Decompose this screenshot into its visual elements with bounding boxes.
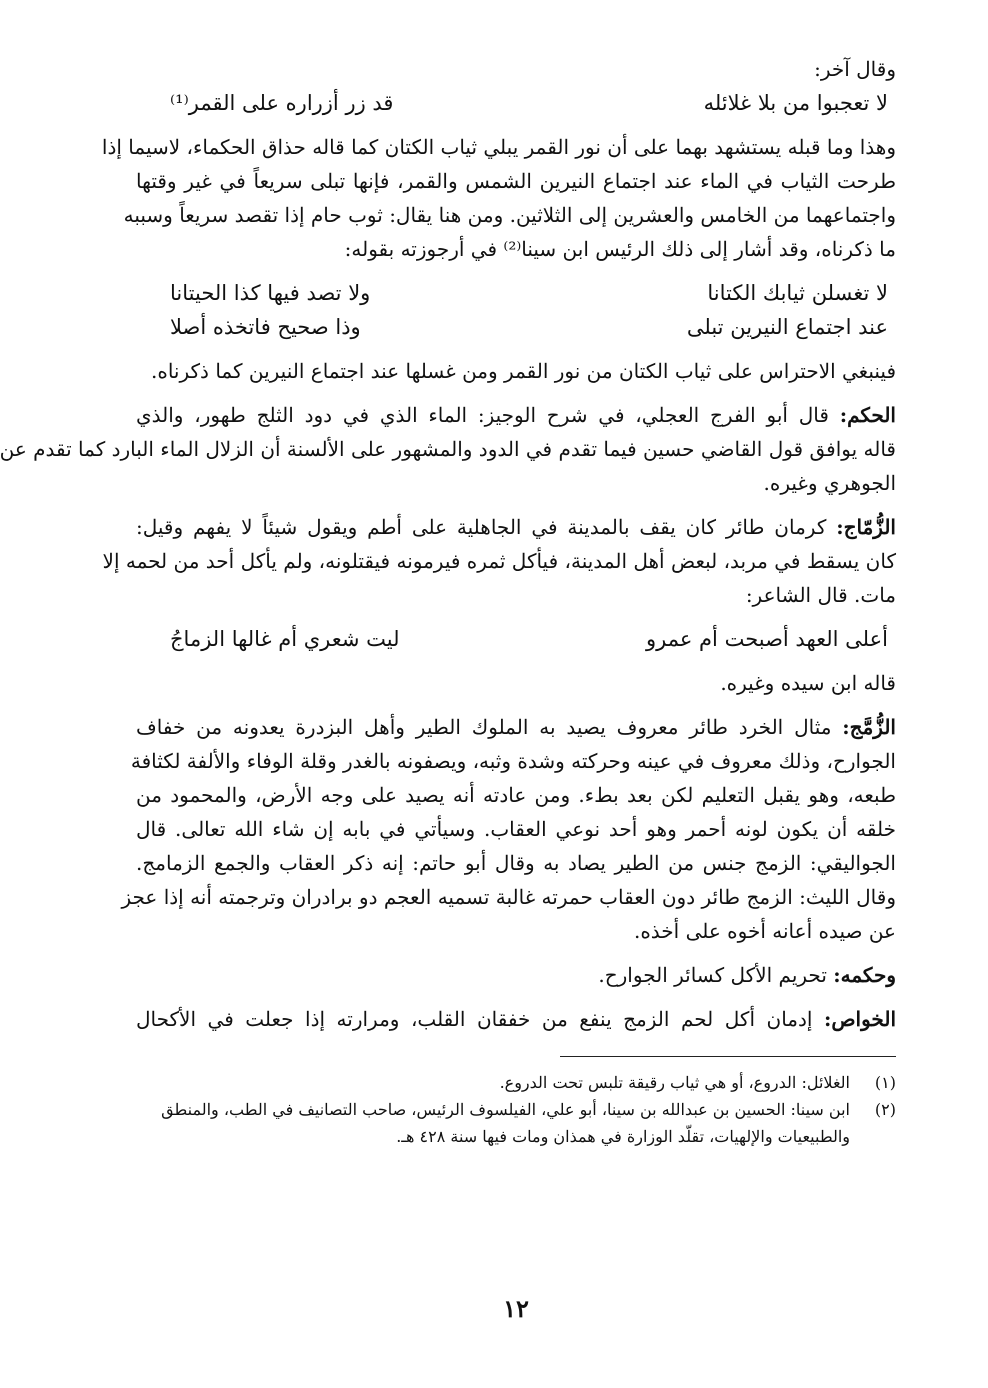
- section-zummaj-bird: [121, 710, 896, 948]
- footnote-number: (١): [874, 1073, 896, 1092]
- verse-hemistich-second: قد زر أزراره على القمر⁽¹⁾: [170, 91, 394, 115]
- section-term: الخواص:: [823, 1007, 896, 1031]
- section-term: الزُّمَّج:: [842, 715, 896, 739]
- footnote-continuation: والطبيعيات والإلهيات، تقلّد الوزارة في همذان ومات فيها سنة ٤٢٨ هـ.: [396, 1127, 850, 1146]
- verse-hemistich-second: ولا تصد فيها كذا الحيتانا: [170, 281, 371, 305]
- section-term: الحكم:: [839, 403, 896, 427]
- footnote-number: (٢): [874, 1100, 896, 1119]
- section-khawas: [136, 1002, 896, 1036]
- footnote: [136, 1069, 896, 1096]
- verse-hemistich-second: وذا صحيح فاتخذه أصلا: [170, 315, 361, 339]
- poem-ibn-sina: [136, 276, 896, 344]
- section-hukm: [0, 398, 896, 500]
- text-line: كان يسقط في مربد، لبعض أهل المدينة، فيأكل ثمره فيرمونه فيقتلونه، ولم يأكل أحد من لحمه إلا: [102, 549, 896, 573]
- section-hukm2: [136, 958, 896, 992]
- verse-hemistich-first: لا تغسلن ثيابك الكتانا: [707, 281, 888, 305]
- text-line: طبعه، وهو يقبل التعليم لكن بعد بطء. ومن عادته أنه يصيد على وجه الأرض، والمحمود من: [136, 783, 896, 807]
- text-line: عن صيده أعانه أخوه على أخذه.: [633, 919, 896, 943]
- text-line: [136, 710, 896, 744]
- text-line: طرحت الثياب في الماء عند اجتماع النيرين الشمس والقمر، فإنها تبلى سريعاً في غير وقتها: [136, 169, 896, 193]
- verse-hemistich-second: ليت شعري أم غالها الزماجُ: [170, 627, 400, 651]
- text-line: ما ذكرناه، وقد أشار إلى ذلك الرئيس ابن سينا⁽²⁾ في أرجوزته بقوله:: [344, 237, 896, 261]
- text-line-content: تحريم الأكل كسائر الجوارح.: [598, 963, 827, 987]
- section-term: الزُّمّاج:: [836, 515, 896, 539]
- verse-hemistich-first: لا تعجبوا من بلا غلائله: [703, 91, 888, 115]
- text-line: خلقه أن يكون لونه أحمر وهو أحد نوعي العقاب. وسيأتي في بابه إن شاء الله تعالى. قال: [136, 817, 896, 841]
- footnote-text: الغلائل: الدروع، أو هي ثياب رقيقة تلبس تحت الدروع.: [499, 1073, 850, 1092]
- text-line: الجواليقي: الزمج جنس من الطير يصاد به وقال أبو حاتم: إنه ذكر العقاب والجمع الزمامج.: [136, 851, 896, 875]
- text-line-content: إدمان أكل لحم الزمج ينفع من خفقان القلب، ومرارته إذا جعلت في الأكحال: [136, 1007, 813, 1031]
- text-line: وقال الليث: الزمج طائر دون العقاب حمرته غالبة تسميه العجم دو برادران وترجمته أنه إذا عجز: [121, 885, 896, 909]
- text-line-content: مثال الخرد طائر معروف يصيد به الملوك الطير وأهل البزدرة يعدونه من خفاف: [136, 715, 832, 739]
- verse-intro: وقال آخر:: [814, 57, 896, 81]
- paragraph-conclusion: فينبغي الاحتراس على ثياب الكتان من نور القمر ومن غسلها عند اجتماع النيرين كما ذكرناه.: [151, 359, 896, 383]
- footnote: [136, 1096, 896, 1123]
- verse-hemistich-first: أعلى العهد أصبحت أم عمرو: [645, 627, 888, 651]
- verse-line: [136, 86, 896, 120]
- page-number: ١٢: [503, 1294, 529, 1323]
- text-line-content: كرمان طائر كان يقف بالمدينة في الجاهلية على أطم ويقول شيئاً لا يفهم وقيل:: [136, 515, 827, 539]
- verse-line: [136, 310, 896, 344]
- footnote-text: ابن سينا: الحسين بن عبدالله بن سينا، أبو علي، الفيلسوف الرئيس، صاحب التصانيف في الطب، والمنطق: [161, 1100, 850, 1119]
- text-line-content: قال أبو الفرج العجلي، في شرح الوجيز: الماء الذي في دود الثلج طهور، والذي: [136, 403, 829, 427]
- text-line: مات. قال الشاعر:: [745, 583, 896, 607]
- paragraph-moon-linen: [101, 130, 896, 266]
- verse-line: [136, 276, 896, 310]
- text-line: واجتماعهما من الخامس والعشرين إلى الثلاثين. ومن هنا يقال: ثوب حام إذا تقصد سريعاً وسببه: [123, 203, 896, 227]
- section-term: وحكمه:: [833, 963, 896, 987]
- text-line: وهذا وما قبله يستشهد بهما على أن نور القمر يبلي ثياب الكتان كما قاله حذاق الحكماء، لاسيما إذا: [101, 135, 896, 159]
- text-line: قاله ابن سيده وغيره.: [720, 671, 896, 695]
- text-line: [136, 398, 896, 432]
- footnote-separator: [560, 1056, 896, 1057]
- verse-hemistich-first: عند اجتماع النيرين تبلى: [686, 315, 888, 339]
- footnotes: [136, 1069, 896, 1150]
- text-line: قاله يوافق قول القاضي حسين فيما تقدم في الدود والمشهور على الألسنة أن الزلال الماء البارد كما تقدم عن: [0, 437, 896, 461]
- section-zummaj: [102, 510, 896, 700]
- text-line: الجوهري وغيره.: [763, 471, 896, 495]
- text-line: [136, 510, 896, 544]
- verse-line: [136, 622, 896, 656]
- text-line: الجوارح، وذلك معروف في عينه وحركته وشدة وثبه، ويصفونه بالغدر وقلة الوفاء والألفة لكثافة: [130, 749, 896, 773]
